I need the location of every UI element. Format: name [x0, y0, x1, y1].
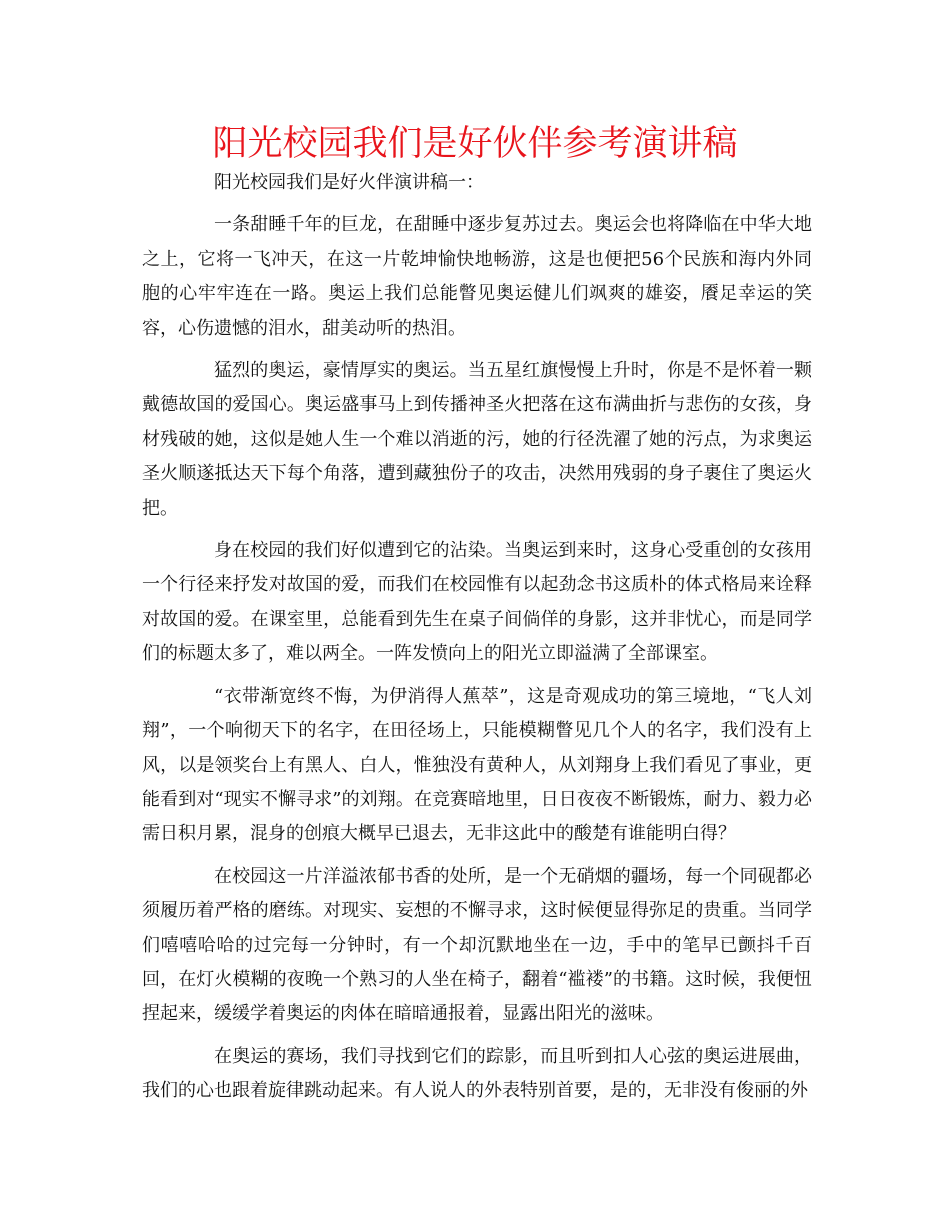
- document-title: 阳光校园我们是好伙伴参考演讲稿: [212, 124, 738, 164]
- paragraph: 猛烈的奥运，豪情厚实的奥运。当五星红旗慢慢上升时，你是不是怀着一颗戴德故国的爱国心。奥运盛事马上到传播神圣火把落在这布满曲折与悲伤的女孩，身材残破的她，这似是她人生一个难以消逝的污，她的行径洗濯了她的污点，为求奥运圣火顺遂抵达天下每个角落，遭到藏独份子的攻击，决然用残弱的身子裹住了奥运火把。: [142, 360, 812, 519]
- paragraph: “衣带渐宽终不悔，为伊消得人蕉萃”，这是奇观成功的第三境地，“飞人刘翔”，一个响彻天下的名字，在田径场上，只能模糊瞥见几个人的名字，我们没有上风，以是领奖台上有黑人、白人，惟独没有黄种人，从刘翔身上我们看见了事业，更能看到对“现实不懈寻求”的刘翔。在竞赛暗地里，日日夜夜不断锻炼，耐力、毅力必需日积月累，混身的创痕大概早已退去，无非这此中的酸楚有谁能明白得？: [142, 685, 812, 845]
- paragraph: 身在校园的我们好似遭到它的沾染。当奥运到来时，这身心受重创的女孩用一个行径来抒发对故国的爱，而我们在校园惟有以起劲念书这质朴的体式格局来诠释对故国的爱。在课室里，总能看到先生在桌子间倘佯的身影，这并非忧心，而是同学们的标题太多了，难以两全。一阵发愤向上的阳光立即溢满了全部课室。: [142, 540, 812, 665]
- paragraph-subtitle: 阳光校园我们是好火伴演讲稿一：: [214, 172, 484, 193]
- paragraph: 在校园这一片洋溢浓郁书香的处所，是一个无硝烟的疆场，每一个同砚都必须履历着严格的磨练。对现实、妄想的不懈寻求，这时候便显得弥足的贵重。当同学们嘻嘻哈哈的过完每一分钟时，有一个却沉默地坐在一边，手中的笔早已颤抖千百回，在灯火模糊的夜晚一个熟习的人坐在椅子，翻着“褴褛”的书籍。这时候，我便忸捏起来，缓缓学着奥运的肉体在暗暗通报着，显露出阳光的滋味。: [142, 865, 812, 1025]
- paragraph: 一条甜睡千年的巨龙，在甜睡中逐步复苏过去。奥运会也将降临在中华大地之上，它将一飞冲天，在这一片乾坤愉快地畅游，这是也便把56个民族和海内外同胞的心牢牢连在一路。奥运上我们总能瞥见奥运健儿们飒爽的雄姿，餍足幸运的笑容，心伤遗憾的泪水，甜美动听的热泪。: [142, 214, 812, 339]
- paragraph: 在奥运的赛场，我们寻找到它们的踪影，而且听到扣人心弦的奥运进展曲，我们的心也跟着旋律跳动起来。有人说人的外表特别首要，是的，无非没有俊丽的外: [142, 1045, 812, 1102]
- document-body: [142, 166, 812, 1109]
